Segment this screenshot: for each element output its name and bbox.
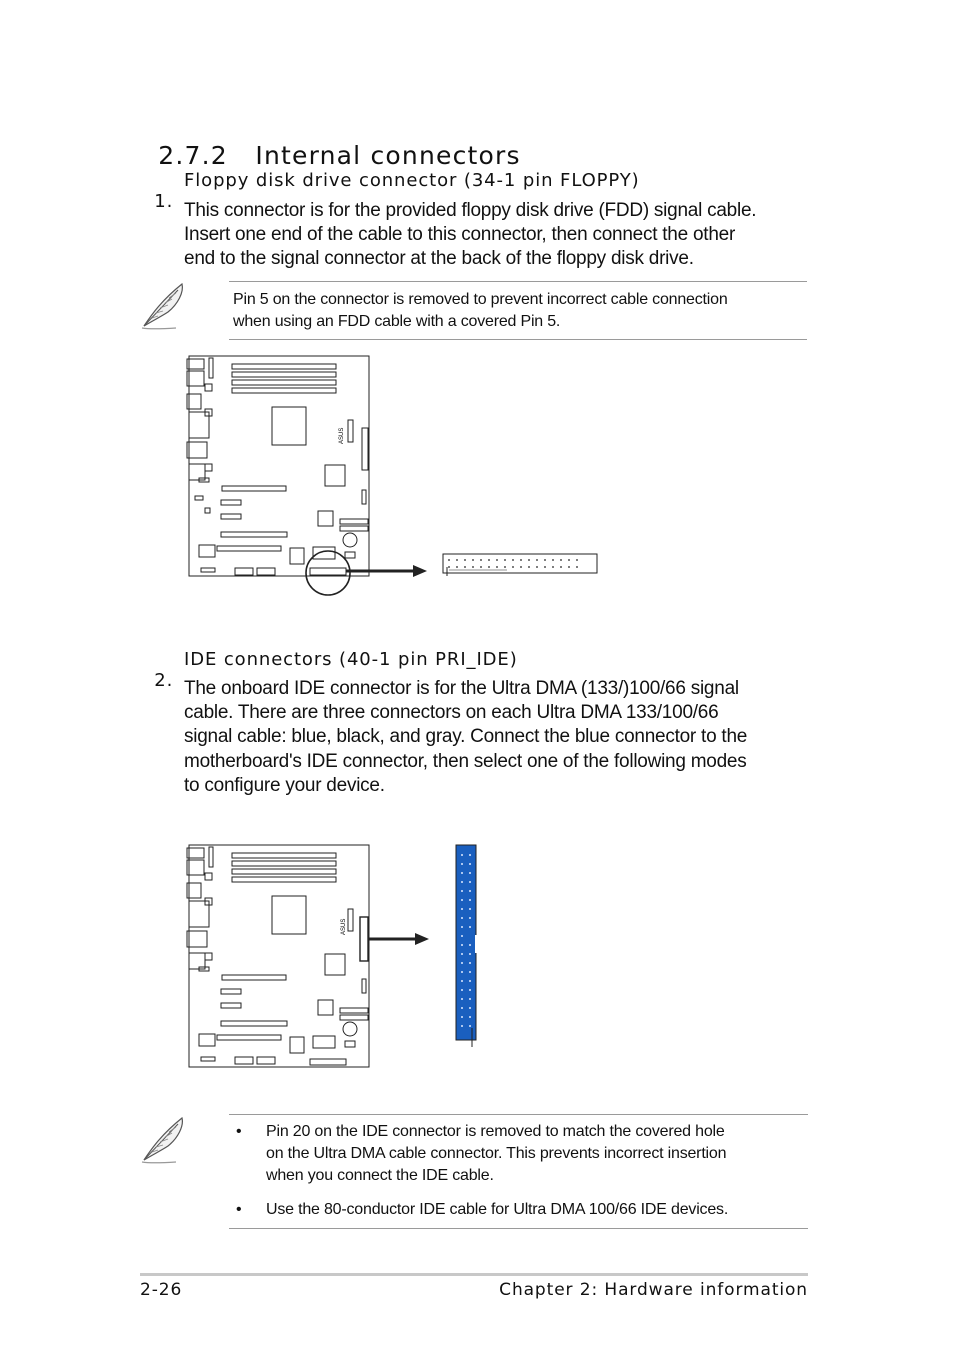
- item2-body-line: The onboard IDE connector is for the Ultra DMA (133/)100/66 signal: [184, 678, 739, 699]
- page-number: 2-26: [140, 1280, 183, 1300]
- item2-body: [184, 677, 814, 798]
- item1-heading: [141, 170, 173, 212]
- item2-body-line: signal cable: blue, black, and gray. Connect the blue connector to the: [184, 726, 748, 748]
- item1-body: [184, 199, 814, 272]
- feather-quill-icon: [138, 1112, 194, 1173]
- item2-heading: [141, 649, 173, 691]
- feather-quill-icon: [138, 278, 194, 339]
- note-bullet-2: [236, 1199, 241, 1221]
- note-rule-bottom: [229, 1228, 808, 1229]
- note-bullet-1-text: [266, 1121, 811, 1187]
- note-bullet-1: [236, 1121, 241, 1143]
- item2-body-line: to configure your device.: [184, 774, 385, 796]
- section-heading: [140, 112, 521, 170]
- note-bullet-2-text: [266, 1199, 811, 1221]
- board-logo: ASUS: [339, 427, 345, 444]
- item1-body-line: end to the signal connector at the back of the floppy disk drive.: [184, 248, 694, 270]
- item1-body-line: This connector is for the provided floppy disk drive (FDD) signal cable.: [184, 200, 757, 221]
- item1-title: Floppy disk drive connector (34-1 pin FLOPPY): [184, 170, 640, 191]
- chapter-title: Chapter 2: Hardware information: [499, 1280, 808, 1300]
- note-line: when using an FDD cable with a covered Pin 5.: [233, 313, 561, 330]
- motherboard-diagram-ide: [185, 843, 485, 1078]
- note-line: Pin 20 on the IDE connector is removed to match the covered hole: [266, 1123, 725, 1140]
- bullet-icon: •: [236, 1201, 242, 1218]
- item2-title: IDE connectors (40-1 pin PRI_IDE): [184, 649, 518, 670]
- note-line: on the Ultra DMA cable connector. This prevents incorrect insertion: [266, 1145, 727, 1162]
- item1-note: [233, 289, 808, 333]
- note-rule-bottom: [229, 339, 807, 340]
- note-line: Pin 5 on the connector is removed to prevent incorrect cable connection: [233, 291, 728, 308]
- note-line: when you connect the IDE cable.: [266, 1167, 494, 1184]
- item2-body-line: motherboard's IDE connector, then select one of the following modes: [184, 750, 747, 772]
- item1-number: 1.: [154, 191, 174, 212]
- footer-rule: [140, 1273, 808, 1276]
- ide-connector-detail: [452, 843, 484, 1058]
- note-line: Use the 80-conductor IDE cable for Ultra DMA 100/66 IDE devices.: [266, 1201, 729, 1218]
- note-rule-top: [229, 1114, 808, 1115]
- bullet-icon: •: [236, 1123, 242, 1140]
- section-number: 2.7.2: [158, 141, 228, 170]
- motherboard-diagram-floppy: [185, 354, 605, 604]
- section-title: Internal connectors: [255, 141, 521, 170]
- board-logo: ASUS: [341, 918, 347, 935]
- item2-body-line: cable. There are three connectors on each Ultra DMA 133/100/66: [184, 702, 719, 724]
- item2-number: 2.: [154, 670, 174, 691]
- note-rule-top: [229, 281, 807, 282]
- item1-body-line: Insert one end of the cable to this connector, then connect the other: [184, 224, 736, 246]
